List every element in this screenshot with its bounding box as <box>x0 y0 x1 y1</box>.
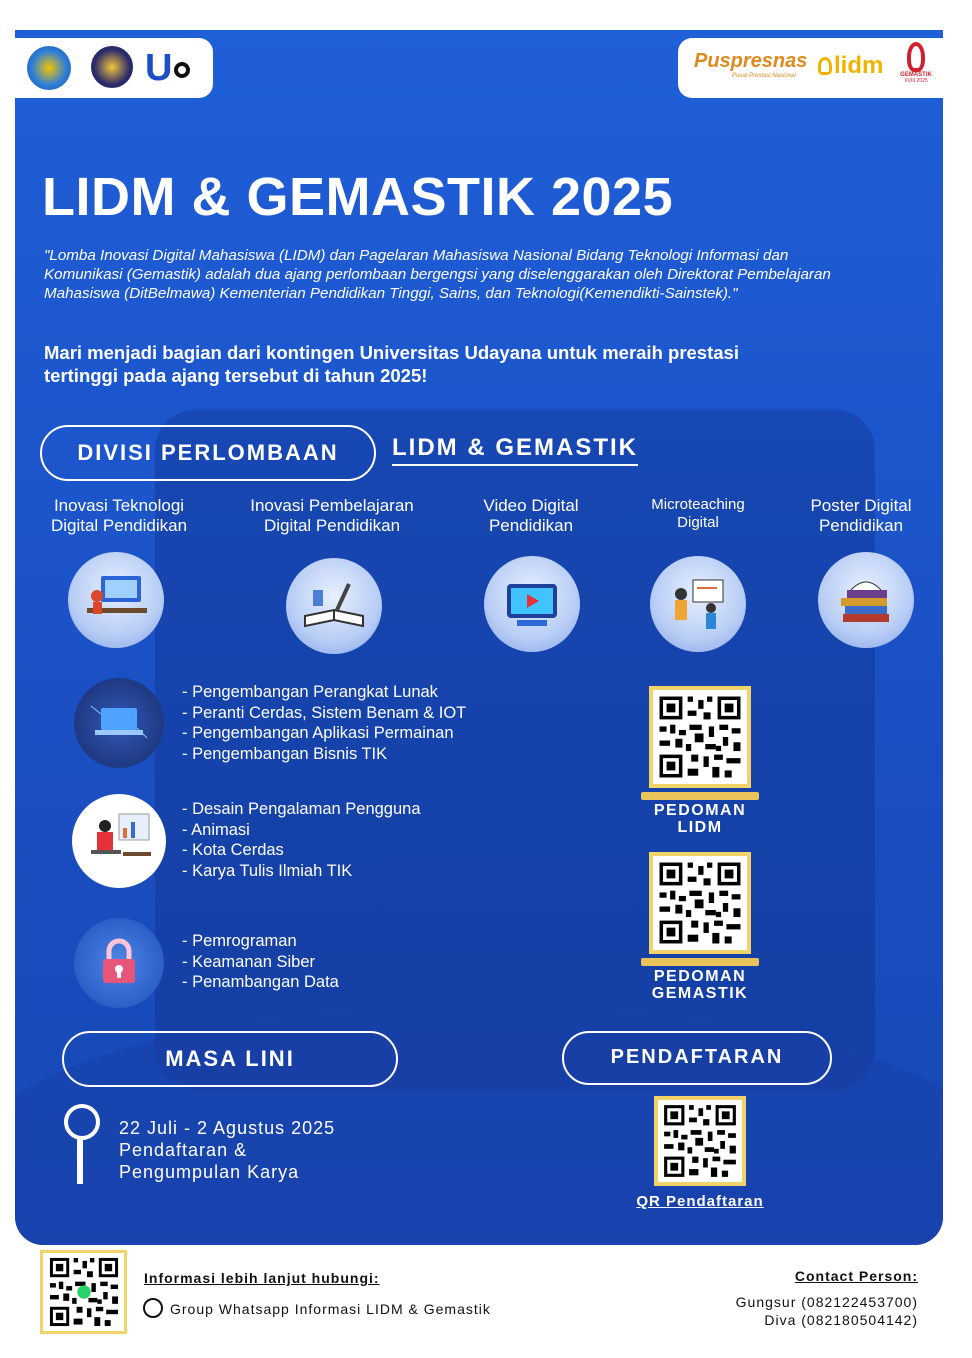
intro-paragraph: "Lomba Inovasi Digital Mahasiswa (LIDM) dan Pagelaran Mahasiswa Nasional Bidang Teknologi Informasi dan Komunikasi (Gemastik) adalah dua ajang perlombaan bergengsi yang diselenggarakan oleh Direktorat Pembelajaran Mahasiswa (DitBelmawa) Kementerian Pendidikan Tinggi, Sains, dan Teknologi(Kemendikti-Sainstek)." <box>44 247 831 302</box>
contact-person: Gungsur (082122453700) <box>735 1294 918 1310</box>
book-stack-icon <box>818 552 914 648</box>
division-name: Microteaching Digital <box>651 496 745 531</box>
qr-stand <box>641 792 759 800</box>
division-name: Inovasi Teknologi Digital Pendidikan <box>50 496 188 535</box>
divisions-pill: DIVISI PERLOMBAAN <box>40 425 376 481</box>
list-item: - Kota Cerdas <box>182 841 284 859</box>
gemastik-group-1 <box>182 682 466 764</box>
padlock-icon <box>74 918 164 1008</box>
list-item: - Pengembangan Bisnis TIK <box>182 744 388 763</box>
timeline-desc: Pengumpulan Karya <box>119 1162 300 1182</box>
call-to-action: Mari menjadi bagian dari kontingen Universitas Udayana untuk meraih prestasi tertinggi pada ajang tersebut di tahun 2025! <box>44 342 739 386</box>
laptop-tech-icon <box>74 678 164 768</box>
list-item: - Animasi <box>182 820 250 839</box>
contact-title: Contact Person: <box>794 1268 918 1284</box>
whatsapp-group-link[interactable]: Group Whatsapp Informasi LIDM & Gemastik <box>170 1301 491 1317</box>
qr-label-lidm: PEDOMAN LIDM <box>653 802 747 836</box>
qr-pendaftaran-label: QR Pendaftaran <box>636 1193 764 1210</box>
list-item: - Keamanan Siber <box>182 952 315 971</box>
list-item: - Penambangan Data <box>182 973 339 991</box>
designer-icon <box>72 794 166 888</box>
puspresnas-logo: Puspresnas Pusat Prestasi Nasional <box>694 50 808 79</box>
kemendikbud-logo <box>27 46 71 90</box>
unud-logo: U <box>145 44 205 92</box>
footer-info-label: Informasi lebih lanjut hubungi: <box>144 1270 380 1286</box>
list-item: - Peranti Cerdas, Sistem Benam & IOT <box>182 703 467 722</box>
list-item: - Pengembangan Perangkat Lunak <box>182 683 438 701</box>
list-item: - Pengembangan Aplikasi Permainan <box>182 724 454 742</box>
qr-stand <box>641 958 759 966</box>
list-item: - Pemrograman <box>182 932 297 950</box>
list-item: - Desain Pengalaman Pengguna <box>182 800 421 818</box>
page-title: LIDM & GEMASTIK 2025 <box>42 167 674 227</box>
qr-whatsapp-group[interactable] <box>40 1250 127 1334</box>
timeline-text <box>119 1117 335 1183</box>
open-book-icon <box>286 558 382 654</box>
contact-person: Diva (082180504142) <box>764 1312 918 1328</box>
timeline-date: 22 Juli - 2 Agustus 2025 <box>119 1118 336 1138</box>
header-right-logos <box>678 38 943 98</box>
division-name: Inovasi Pembelajaran Digital Pendidikan <box>250 496 414 535</box>
udayana-seal-logo <box>91 46 133 88</box>
qr-pendaftaran[interactable] <box>654 1096 746 1186</box>
timeline-line <box>77 1136 83 1184</box>
division-name: Video Digital Pendidikan <box>483 496 579 535</box>
lightbulb-icon <box>818 57 832 75</box>
video-player-icon <box>484 556 580 652</box>
timeline-desc: Pendaftaran & <box>119 1140 248 1160</box>
division-name: Poster Digital Pendidikan <box>810 496 912 535</box>
qr-pedoman-lidm[interactable] <box>649 686 751 788</box>
list-item: - Karya Tulis Ilmiah TIK <box>182 861 353 880</box>
whatsapp-icon <box>143 1298 163 1318</box>
registration-pill: PENDAFTARAN <box>562 1031 832 1085</box>
gemastik-figure-icon <box>907 42 925 72</box>
lidm-logo: lidm <box>818 52 883 80</box>
divisions-title: LIDM & GEMASTIK <box>392 434 638 466</box>
qr-pedoman-gemastik[interactable] <box>649 852 751 954</box>
timeline-pin-icon <box>64 1104 100 1140</box>
header-left-logos <box>15 38 213 98</box>
gemastik-group-3 <box>182 931 339 993</box>
gemastik-group-2 <box>182 799 421 881</box>
gemastik-logo: GEMASTIK XVIII 2025 <box>896 42 936 84</box>
teaching-icon <box>650 556 746 652</box>
computer-desk-icon <box>68 552 164 648</box>
qr-label-gemastik: PEDOMAN GEMASTIK <box>651 968 749 1002</box>
timeline-pill: MASA LINI <box>62 1031 398 1087</box>
